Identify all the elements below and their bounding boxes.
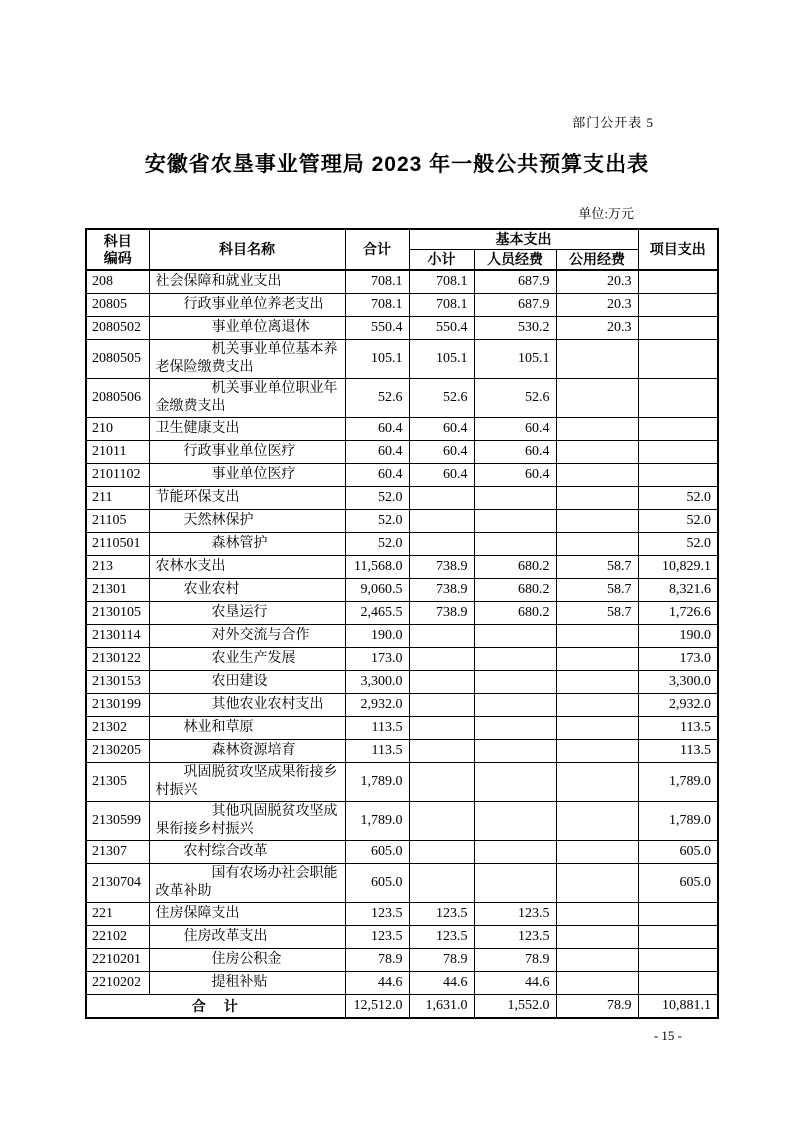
cell-personnel-expense xyxy=(474,802,556,841)
cell-subject-code: 208 xyxy=(86,270,149,294)
cell-public-expense: 20.3 xyxy=(556,317,638,340)
cell-personnel-expense: 78.9 xyxy=(474,949,556,972)
table-body xyxy=(86,270,718,995)
header-public-expense: 公用经费 xyxy=(556,250,638,271)
cell-subject-code: 2130599 xyxy=(86,802,149,841)
cell-public-expense: 58.7 xyxy=(556,556,638,579)
table-row xyxy=(86,556,718,579)
table-row xyxy=(86,949,718,972)
cell-project-expenditure: 3,300.0 xyxy=(638,671,718,694)
cell-public-expense xyxy=(556,763,638,802)
cell-subtotal xyxy=(409,740,474,763)
total-row-total: 12,512.0 xyxy=(345,995,409,1019)
cell-subject-name: 行政事业单位医疗 xyxy=(149,441,345,464)
cell-total: 1,789.0 xyxy=(345,763,409,802)
total-row-subtotal: 1,631.0 xyxy=(409,995,474,1019)
cell-subject-name: 国有农场办社会职能改革补助 xyxy=(149,864,345,903)
table-row xyxy=(86,926,718,949)
table-row xyxy=(86,340,718,379)
cell-subject-name: 森林资源培育 xyxy=(149,740,345,763)
cell-subject-code: 21302 xyxy=(86,717,149,740)
cell-subject-name: 巩固脱贫攻坚成果衔接乡村振兴 xyxy=(149,763,345,802)
cell-project-expenditure xyxy=(638,949,718,972)
header-project-expenditure: 项目支出 xyxy=(638,229,718,270)
cell-subject-name: 森林管护 xyxy=(149,533,345,556)
cell-project-expenditure: 113.5 xyxy=(638,740,718,763)
cell-subject-name: 事业单位离退休 xyxy=(149,317,345,340)
cell-subject-name: 林业和草原 xyxy=(149,717,345,740)
cell-public-expense xyxy=(556,441,638,464)
cell-total: 605.0 xyxy=(345,841,409,864)
cell-total: 52.0 xyxy=(345,510,409,533)
cell-project-expenditure xyxy=(638,340,718,379)
cell-public-expense xyxy=(556,340,638,379)
cell-personnel-expense: 52.6 xyxy=(474,379,556,418)
cell-subject-code: 221 xyxy=(86,903,149,926)
cell-personnel-expense xyxy=(474,864,556,903)
cell-subject-name: 节能环保支出 xyxy=(149,487,345,510)
cell-subtotal xyxy=(409,671,474,694)
cell-total: 173.0 xyxy=(345,648,409,671)
cell-total: 78.9 xyxy=(345,949,409,972)
table-row xyxy=(86,694,718,717)
cell-subtotal: 78.9 xyxy=(409,949,474,972)
cell-total: 123.5 xyxy=(345,926,409,949)
table-row xyxy=(86,510,718,533)
cell-total: 44.6 xyxy=(345,972,409,995)
table-row xyxy=(86,671,718,694)
doc-public-table-label: 部门公开表 5 xyxy=(572,115,654,130)
table-row xyxy=(86,740,718,763)
cell-subtotal: 44.6 xyxy=(409,972,474,995)
cell-subtotal: 738.9 xyxy=(409,556,474,579)
table-row xyxy=(86,487,718,510)
cell-public-expense: 20.3 xyxy=(556,270,638,294)
cell-project-expenditure: 113.5 xyxy=(638,717,718,740)
cell-project-expenditure xyxy=(638,464,718,487)
cell-subject-name: 机关事业单位职业年金缴费支出 xyxy=(149,379,345,418)
cell-total: 52.6 xyxy=(345,379,409,418)
cell-subtotal xyxy=(409,763,474,802)
cell-public-expense xyxy=(556,841,638,864)
cell-subject-code: 21011 xyxy=(86,441,149,464)
cell-subtotal: 52.6 xyxy=(409,379,474,418)
cell-project-expenditure xyxy=(638,270,718,294)
cell-subtotal: 550.4 xyxy=(409,317,474,340)
cell-total: 550.4 xyxy=(345,317,409,340)
total-row xyxy=(86,995,718,1019)
cell-subject-code: 2210202 xyxy=(86,972,149,995)
cell-subject-name: 农业生产发展 xyxy=(149,648,345,671)
table-row xyxy=(86,972,718,995)
cell-public-expense xyxy=(556,671,638,694)
cell-subject-code: 20805 xyxy=(86,294,149,317)
cell-subject-code: 2130105 xyxy=(86,602,149,625)
cell-subject-code: 2130114 xyxy=(86,625,149,648)
cell-subtotal: 123.5 xyxy=(409,926,474,949)
cell-total: 105.1 xyxy=(345,340,409,379)
cell-subject-name: 提租补贴 xyxy=(149,972,345,995)
table-row xyxy=(86,717,718,740)
cell-subject-name: 机关事业单位基本养老保险缴费支出 xyxy=(149,340,345,379)
cell-subject-code: 2080502 xyxy=(86,317,149,340)
table-row xyxy=(86,418,718,441)
cell-personnel-expense: 60.4 xyxy=(474,464,556,487)
budget-expenditure-table xyxy=(85,228,719,1019)
cell-subject-name: 农垦运行 xyxy=(149,602,345,625)
cell-subtotal: 60.4 xyxy=(409,464,474,487)
cell-total: 113.5 xyxy=(345,740,409,763)
cell-personnel-expense xyxy=(474,510,556,533)
table-row xyxy=(86,464,718,487)
cell-subject-name: 住房保障支出 xyxy=(149,903,345,926)
cell-personnel-expense xyxy=(474,625,556,648)
cell-subtotal: 60.4 xyxy=(409,418,474,441)
cell-subtotal: 738.9 xyxy=(409,579,474,602)
cell-public-expense: 20.3 xyxy=(556,294,638,317)
cell-personnel-expense xyxy=(474,487,556,510)
cell-public-expense xyxy=(556,740,638,763)
cell-personnel-expense: 123.5 xyxy=(474,903,556,926)
total-row-project: 10,881.1 xyxy=(638,995,718,1019)
cell-subject-code: 22102 xyxy=(86,926,149,949)
cell-total: 708.1 xyxy=(345,294,409,317)
table-row xyxy=(86,317,718,340)
cell-subtotal: 105.1 xyxy=(409,340,474,379)
cell-project-expenditure: 52.0 xyxy=(638,487,718,510)
cell-subject-code: 2110501 xyxy=(86,533,149,556)
total-row-public: 78.9 xyxy=(556,995,638,1019)
cell-personnel-expense: 687.9 xyxy=(474,270,556,294)
cell-project-expenditure xyxy=(638,441,718,464)
cell-personnel-expense: 530.2 xyxy=(474,317,556,340)
cell-public-expense: 58.7 xyxy=(556,602,638,625)
cell-project-expenditure: 10,829.1 xyxy=(638,556,718,579)
cell-public-expense xyxy=(556,487,638,510)
cell-public-expense xyxy=(556,802,638,841)
cell-subject-code: 21301 xyxy=(86,579,149,602)
cell-subtotal xyxy=(409,510,474,533)
cell-subtotal: 708.1 xyxy=(409,270,474,294)
cell-subject-code: 211 xyxy=(86,487,149,510)
cell-project-expenditure: 8,321.6 xyxy=(638,579,718,602)
cell-subtotal: 123.5 xyxy=(409,903,474,926)
cell-total: 605.0 xyxy=(345,864,409,903)
cell-personnel-expense xyxy=(474,694,556,717)
cell-subject-code: 213 xyxy=(86,556,149,579)
cell-subtotal xyxy=(409,625,474,648)
cell-project-expenditure: 1,789.0 xyxy=(638,763,718,802)
cell-total: 1,789.0 xyxy=(345,802,409,841)
cell-total: 2,465.5 xyxy=(345,602,409,625)
table-row xyxy=(86,294,718,317)
cell-subject-code: 2080506 xyxy=(86,379,149,418)
cell-subtotal xyxy=(409,717,474,740)
cell-public-expense xyxy=(556,717,638,740)
table-row xyxy=(86,270,718,294)
cell-total: 60.4 xyxy=(345,441,409,464)
cell-subtotal xyxy=(409,802,474,841)
cell-public-expense xyxy=(556,648,638,671)
table-row xyxy=(86,602,718,625)
cell-subject-code: 2101102 xyxy=(86,464,149,487)
cell-public-expense xyxy=(556,903,638,926)
cell-subject-name: 农田建设 xyxy=(149,671,345,694)
table-header xyxy=(86,229,718,270)
header-subject-code xyxy=(86,229,149,270)
header-code-line1: 科目 xyxy=(103,232,132,249)
cell-subtotal: 738.9 xyxy=(409,602,474,625)
cell-project-expenditure: 1,789.0 xyxy=(638,802,718,841)
cell-total: 60.4 xyxy=(345,464,409,487)
cell-total: 190.0 xyxy=(345,625,409,648)
header-total: 合计 xyxy=(345,229,409,270)
cell-personnel-expense: 105.1 xyxy=(474,340,556,379)
cell-subtotal xyxy=(409,533,474,556)
cell-project-expenditure: 173.0 xyxy=(638,648,718,671)
total-row-personnel: 1,552.0 xyxy=(474,995,556,1019)
cell-project-expenditure: 605.0 xyxy=(638,864,718,903)
cell-personnel-expense: 680.2 xyxy=(474,602,556,625)
cell-total: 52.0 xyxy=(345,533,409,556)
cell-subtotal xyxy=(409,864,474,903)
cell-total: 52.0 xyxy=(345,487,409,510)
table-row xyxy=(86,903,718,926)
cell-subtotal: 708.1 xyxy=(409,294,474,317)
cell-personnel-expense: 680.2 xyxy=(474,556,556,579)
cell-personnel-expense xyxy=(474,740,556,763)
cell-personnel-expense: 60.4 xyxy=(474,418,556,441)
cell-project-expenditure xyxy=(638,317,718,340)
table-row xyxy=(86,625,718,648)
cell-project-expenditure: 2,932.0 xyxy=(638,694,718,717)
table-row xyxy=(86,802,718,841)
cell-subject-code: 2130153 xyxy=(86,671,149,694)
cell-project-expenditure xyxy=(638,418,718,441)
cell-public-expense xyxy=(556,510,638,533)
table-row xyxy=(86,533,718,556)
cell-public-expense: 58.7 xyxy=(556,579,638,602)
cell-total: 11,568.0 xyxy=(345,556,409,579)
cell-project-expenditure: 605.0 xyxy=(638,841,718,864)
header-basic-expenditure-group: 基本支出 xyxy=(409,229,638,250)
cell-project-expenditure xyxy=(638,926,718,949)
cell-subject-code: 21105 xyxy=(86,510,149,533)
cell-subtotal xyxy=(409,694,474,717)
cell-subtotal xyxy=(409,841,474,864)
cell-subject-name: 其他巩固脱贫攻坚成果衔接乡村振兴 xyxy=(149,802,345,841)
cell-subject-code: 2130122 xyxy=(86,648,149,671)
cell-personnel-expense xyxy=(474,533,556,556)
cell-total: 9,060.5 xyxy=(345,579,409,602)
cell-subject-name: 农业农村 xyxy=(149,579,345,602)
cell-project-expenditure: 190.0 xyxy=(638,625,718,648)
total-row-label: 合 计 xyxy=(86,995,345,1019)
cell-subtotal xyxy=(409,648,474,671)
cell-subject-name: 住房公积金 xyxy=(149,949,345,972)
cell-total: 60.4 xyxy=(345,418,409,441)
cell-project-expenditure xyxy=(638,903,718,926)
cell-total: 113.5 xyxy=(345,717,409,740)
cell-personnel-expense xyxy=(474,648,556,671)
cell-total: 2,932.0 xyxy=(345,694,409,717)
cell-subject-name: 事业单位医疗 xyxy=(149,464,345,487)
cell-subtotal: 60.4 xyxy=(409,441,474,464)
cell-personnel-expense: 123.5 xyxy=(474,926,556,949)
table-row xyxy=(86,763,718,802)
cell-project-expenditure: 52.0 xyxy=(638,510,718,533)
cell-subject-code: 21305 xyxy=(86,763,149,802)
table-row xyxy=(86,579,718,602)
page-number: - 15 - xyxy=(653,1028,682,1043)
cell-subject-name: 对外交流与合作 xyxy=(149,625,345,648)
cell-personnel-expense xyxy=(474,671,556,694)
cell-public-expense xyxy=(556,464,638,487)
cell-public-expense xyxy=(556,949,638,972)
cell-total: 3,300.0 xyxy=(345,671,409,694)
cell-personnel-expense xyxy=(474,717,556,740)
cell-subject-name: 社会保障和就业支出 xyxy=(149,270,345,294)
cell-personnel-expense: 44.6 xyxy=(474,972,556,995)
page-title: 安徽省农垦事业管理局 2023 年一般公共预算支出表 xyxy=(144,153,650,176)
header-code-line2: 编码 xyxy=(103,249,132,266)
table-row xyxy=(86,379,718,418)
table-row xyxy=(86,841,718,864)
cell-public-expense xyxy=(556,926,638,949)
cell-personnel-expense xyxy=(474,763,556,802)
cell-subject-code: 210 xyxy=(86,418,149,441)
cell-personnel-expense xyxy=(474,841,556,864)
header-subtotal: 小计 xyxy=(409,250,474,271)
cell-project-expenditure xyxy=(638,379,718,418)
cell-public-expense xyxy=(556,379,638,418)
table-row xyxy=(86,648,718,671)
cell-personnel-expense: 687.9 xyxy=(474,294,556,317)
cell-subject-code: 2130199 xyxy=(86,694,149,717)
cell-subject-name: 住房改革支出 xyxy=(149,926,345,949)
cell-subject-name: 其他农业农村支出 xyxy=(149,694,345,717)
cell-personnel-expense: 680.2 xyxy=(474,579,556,602)
header-subject-name: 科目名称 xyxy=(149,229,345,270)
cell-subject-code: 2130704 xyxy=(86,864,149,903)
cell-public-expense xyxy=(556,694,638,717)
cell-subject-code: 2080505 xyxy=(86,340,149,379)
cell-public-expense xyxy=(556,625,638,648)
cell-subject-name: 农村综合改革 xyxy=(149,841,345,864)
unit-note: 单位:万元 xyxy=(578,206,634,221)
cell-public-expense xyxy=(556,418,638,441)
cell-subject-code: 2210201 xyxy=(86,949,149,972)
table-row xyxy=(86,441,718,464)
cell-total: 708.1 xyxy=(345,270,409,294)
table-row xyxy=(86,864,718,903)
cell-subject-code: 21307 xyxy=(86,841,149,864)
cell-project-expenditure xyxy=(638,294,718,317)
cell-public-expense xyxy=(556,864,638,903)
cell-project-expenditure xyxy=(638,972,718,995)
cell-subject-name: 卫生健康支出 xyxy=(149,418,345,441)
cell-personnel-expense: 60.4 xyxy=(474,441,556,464)
cell-project-expenditure: 1,726.6 xyxy=(638,602,718,625)
cell-public-expense xyxy=(556,533,638,556)
cell-subject-name: 行政事业单位养老支出 xyxy=(149,294,345,317)
cell-project-expenditure: 52.0 xyxy=(638,533,718,556)
cell-subtotal xyxy=(409,487,474,510)
cell-subject-code: 2130205 xyxy=(86,740,149,763)
cell-public-expense xyxy=(556,972,638,995)
cell-subject-name: 天然林保护 xyxy=(149,510,345,533)
cell-total: 123.5 xyxy=(345,903,409,926)
cell-subject-name: 农林水支出 xyxy=(149,556,345,579)
header-personnel-expense: 人员经费 xyxy=(474,250,556,271)
